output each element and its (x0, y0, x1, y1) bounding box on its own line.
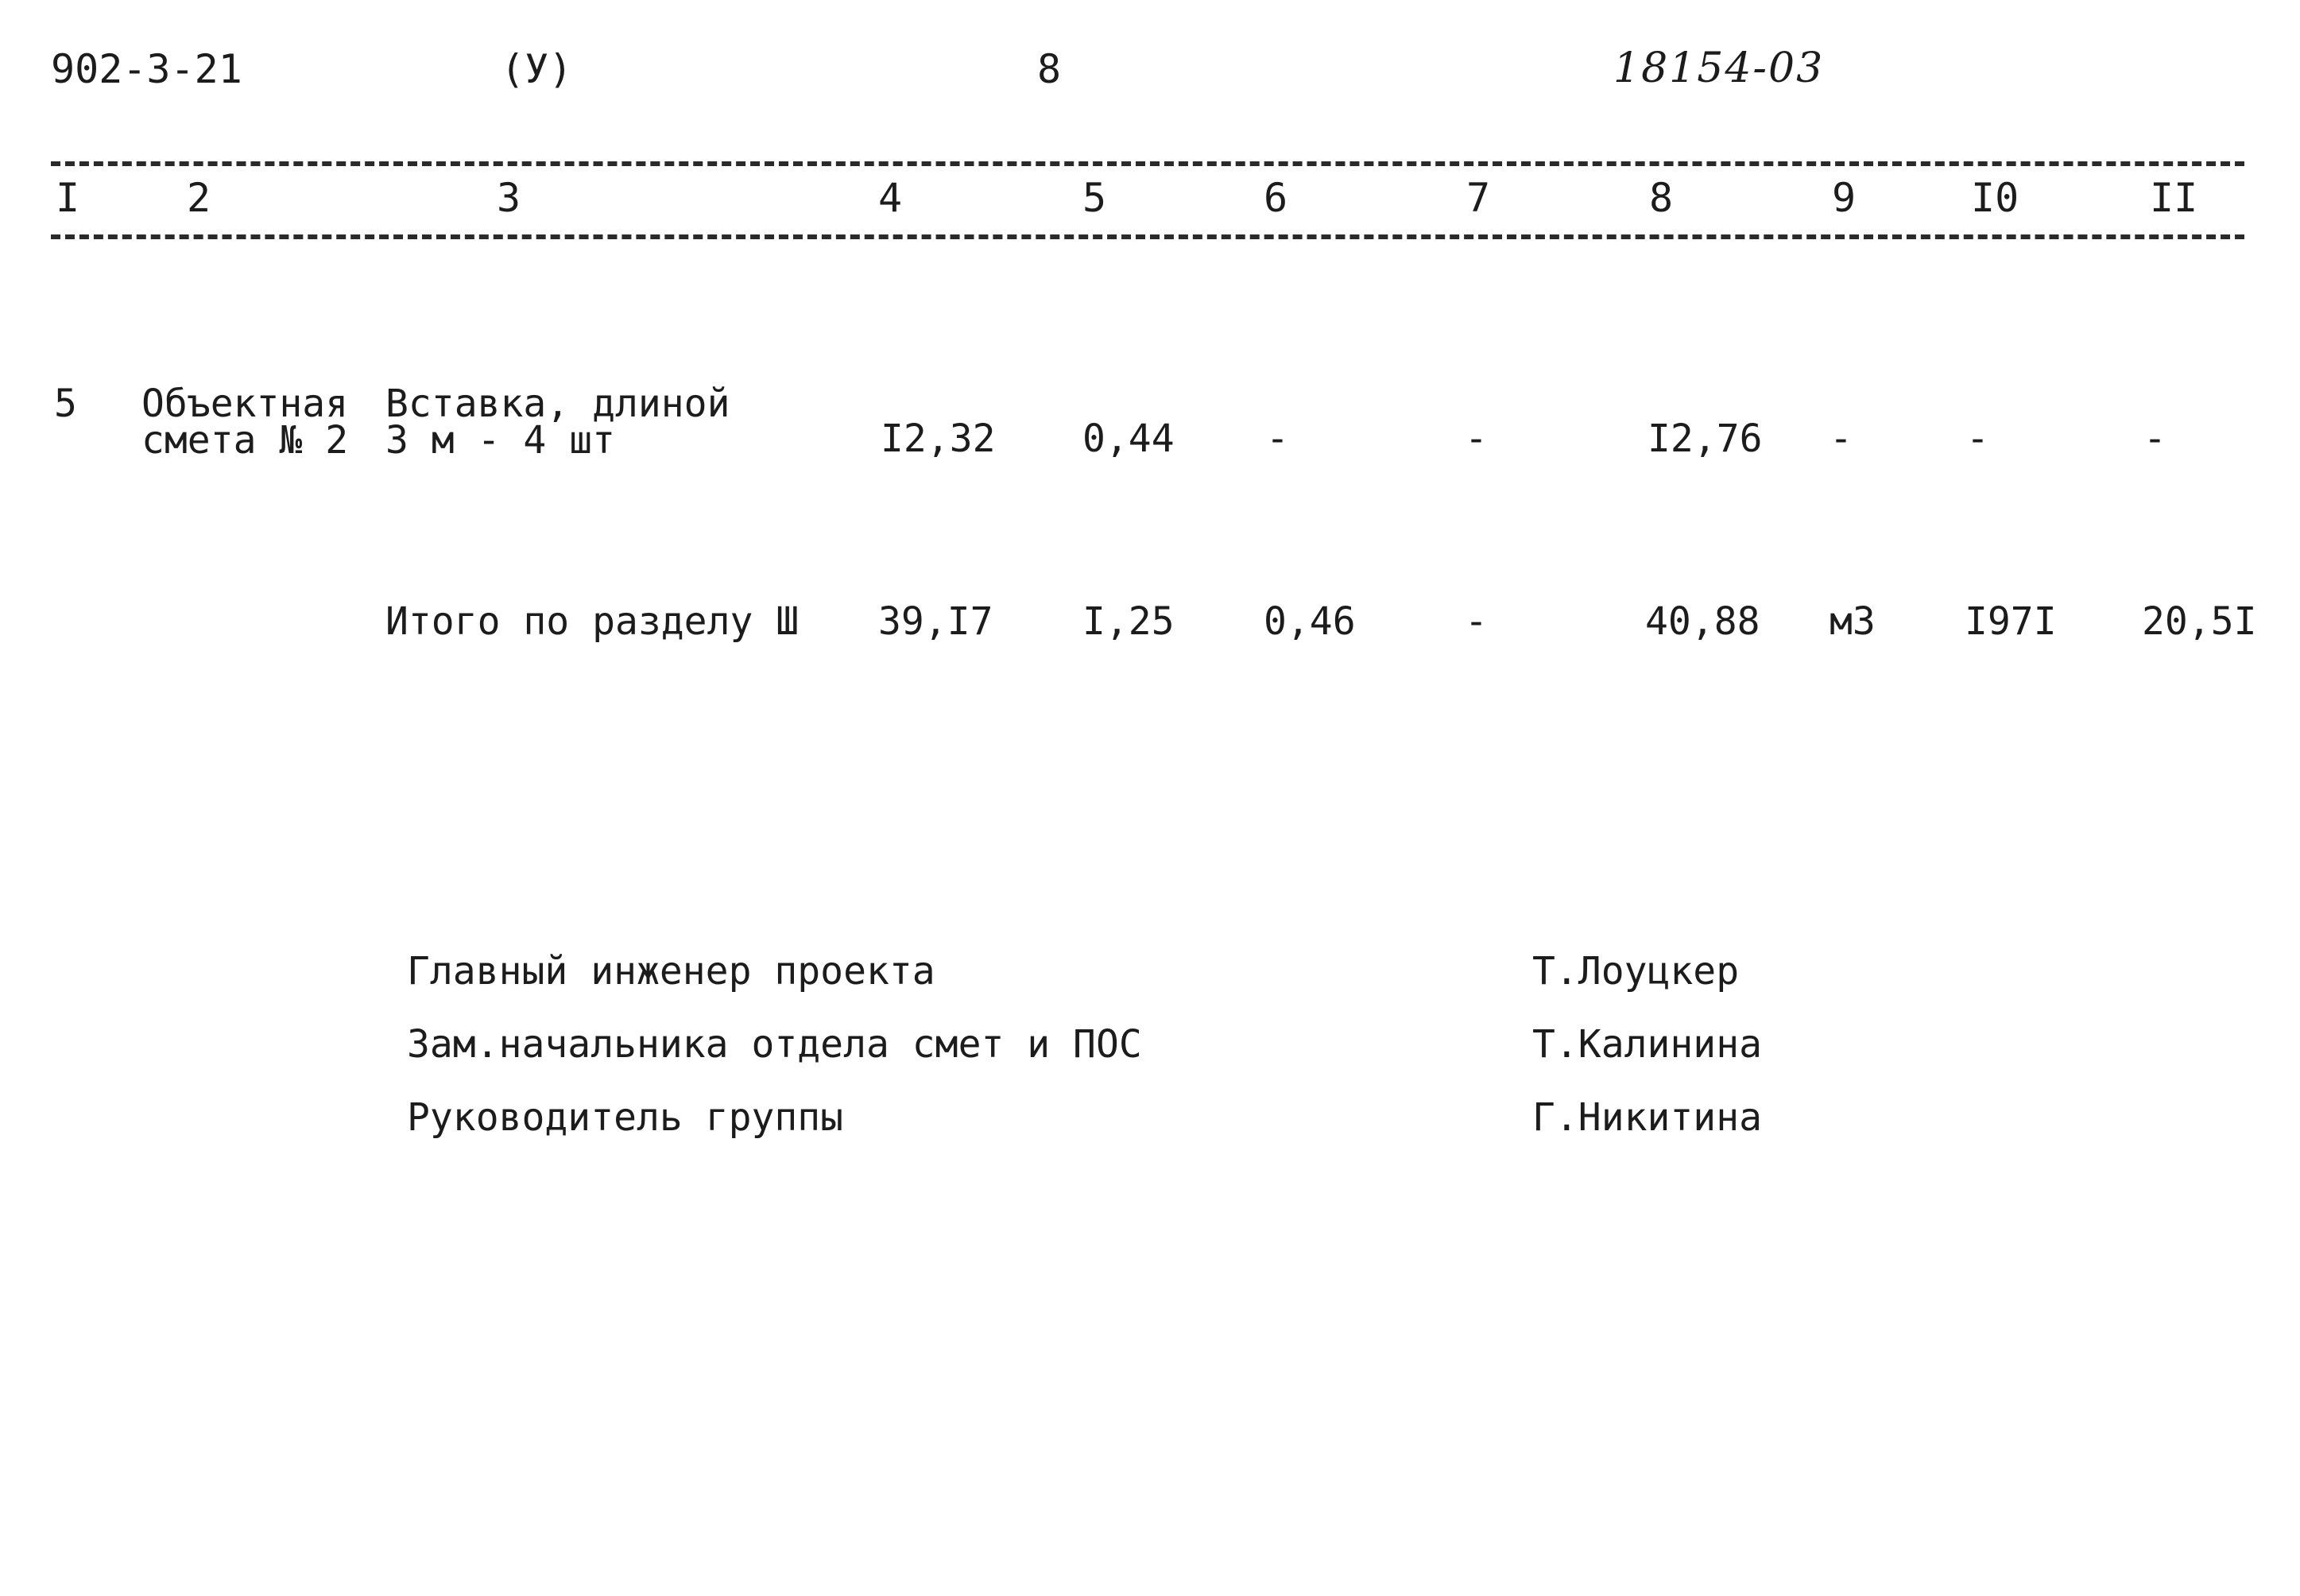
signature-name: Г.Никитина (1532, 1095, 1762, 1140)
total-cell-col6: 0,46 (1264, 599, 1356, 644)
header-bottom-divider (51, 234, 2244, 239)
column-number: 7 (1466, 175, 1491, 221)
document-mark: (У) (501, 46, 573, 92)
row-cell-col7: - (1465, 416, 1488, 461)
signature-name: Т.Лоуцкер (1532, 949, 1740, 994)
total-label: Итого по разделу Ш (385, 599, 800, 644)
row-document-line2: смета № 2 (141, 418, 349, 463)
row-document-line1: Объектная (141, 382, 349, 426)
row-cell-col9: - (1830, 416, 1853, 461)
column-number: 6 (1264, 175, 1288, 221)
signature-position: Главный инженер проекта (407, 949, 935, 994)
column-number: 5 (1082, 175, 1107, 221)
column-number: 4 (878, 175, 903, 221)
total-cell-col10: I97I (1965, 599, 2057, 644)
signature-name: Т.Калинина (1532, 1022, 1762, 1067)
row-cell-col5: 0,44 (1082, 416, 1175, 461)
column-number: 8 (1649, 175, 1674, 221)
signature-position: Зам.начальника отдела смет и ПОС (407, 1022, 1142, 1067)
inventory-number: 18154-03 (1613, 45, 1825, 92)
column-number: I0 (1971, 175, 2019, 221)
total-cell-col7: - (1465, 599, 1488, 644)
row-description-line1: Вставка, длиной (385, 382, 730, 426)
column-number: I (56, 175, 80, 221)
signature-position: Руководитель группы (407, 1095, 844, 1140)
row-number: 5 (54, 382, 77, 426)
total-cell-col4: 39,I7 (878, 599, 993, 644)
row-cell-col10: - (1966, 416, 1989, 461)
row-cell-col11: - (2143, 416, 2166, 461)
total-cell-col5: I,25 (1082, 599, 1175, 644)
row-cell-col8: I2,76 (1648, 416, 1763, 461)
document-code: 902-3-21 (51, 46, 242, 92)
column-number: 2 (187, 175, 211, 221)
column-number: II (2150, 175, 2198, 221)
row-cell-col4: I2,32 (881, 416, 996, 461)
total-cell-col8: 40,88 (1645, 599, 1760, 644)
header-top-divider (51, 161, 2244, 166)
total-cell-col9: м3 (1830, 599, 1876, 644)
total-cell-col11: 20,5I (2142, 599, 2257, 644)
row-cell-col6: - (1266, 416, 1289, 461)
page-number: 8 (1037, 46, 1062, 92)
column-number: 9 (1832, 175, 1857, 221)
column-number: 3 (497, 175, 521, 221)
row-description-line2: 3 м - 4 шт (385, 418, 615, 463)
